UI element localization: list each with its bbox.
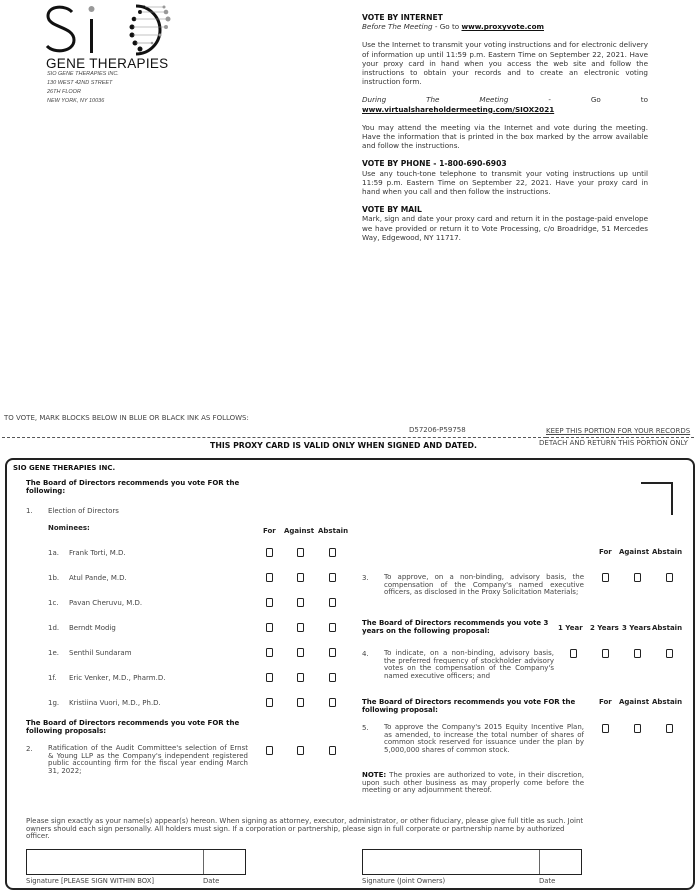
vote-abstain-checkbox[interactable] bbox=[666, 573, 673, 582]
vote-abstain-checkbox[interactable] bbox=[329, 573, 336, 582]
vote-abstain-checkbox[interactable] bbox=[329, 648, 336, 657]
vote-against-checkbox[interactable] bbox=[297, 623, 304, 632]
vote-for-checkbox[interactable] bbox=[602, 573, 609, 582]
vote-against-checkbox[interactable] bbox=[634, 573, 641, 582]
vote-phone-heading: VOTE BY PHONE - 1-800-690-6903 bbox=[362, 159, 507, 169]
proposal-5-text: To approve the Company's 2015 Equity Incentive Plan, as amended, to increase the total number of shares of common stock reserved for issuance under the plan by 5,000,000 shares of common stock. bbox=[384, 723, 584, 754]
item-number: 3. bbox=[362, 574, 369, 582]
vote-against-checkbox[interactable] bbox=[297, 598, 304, 607]
internet-during-text: You may attend the meeting via the Internet and vote during the meeting. Have the information that is printed in the box marked by the arrow available and follow the instructions. bbox=[362, 122, 648, 151]
detach-line bbox=[546, 437, 694, 438]
vote-for-checkbox[interactable] bbox=[266, 623, 273, 632]
vote-for-checkbox[interactable] bbox=[266, 648, 273, 657]
column-abstain: Abstain bbox=[318, 527, 349, 535]
address-line: NEW YORK, NY 10036 bbox=[47, 98, 105, 104]
proposal-4-text: To indicate, on a non-binding, advisory basis, the preferred frequency of stockholder advisory votes on the compensation of the Company's named executive officers; and bbox=[384, 649, 554, 680]
arrow-corner-mark bbox=[641, 482, 673, 515]
column-for: For bbox=[599, 698, 612, 706]
vote-against-checkbox[interactable] bbox=[297, 573, 304, 582]
nominee-name: Kristiina Vuori, M.D., Ph.D. bbox=[69, 699, 161, 707]
nominee-name: Pavan Cheruvu, M.D. bbox=[69, 599, 143, 607]
vote-for-checkbox[interactable] bbox=[266, 673, 273, 682]
mail-text: Mark, sign and date your proxy card and return it in the postage-paid envelope we have provided or return it to Vote Processing, c/o Broadridge, 51 Mercedes Way, Edgewood, NY 11717. bbox=[362, 214, 648, 242]
nominee-id: 1c. bbox=[48, 599, 59, 607]
vote-mail-heading: VOTE BY MAIL bbox=[362, 205, 422, 215]
vote-abstain-checkbox[interactable] bbox=[666, 649, 673, 658]
vote-for-checkbox[interactable] bbox=[602, 724, 609, 733]
vote-against-checkbox[interactable] bbox=[297, 698, 304, 707]
valid-notice: THIS PROXY CARD IS VALID ONLY WHEN SIGNED AND DATED. bbox=[210, 441, 477, 450]
column-1-year: 1 Year bbox=[558, 624, 583, 632]
control-code: D57206-P59758 bbox=[409, 426, 466, 434]
before-meeting-label: Before The Meeting bbox=[362, 22, 433, 32]
date-box[interactable] bbox=[203, 850, 245, 874]
vote-abstain-checkbox[interactable] bbox=[666, 724, 673, 733]
vote-1-year-checkbox[interactable] bbox=[570, 649, 577, 658]
nominee-name: Atul Pande, M.D. bbox=[69, 574, 127, 582]
vote-abstain-checkbox[interactable] bbox=[329, 598, 336, 607]
nominee-name: Berndt Modig bbox=[69, 624, 116, 632]
vote-abstain-checkbox[interactable] bbox=[329, 698, 336, 707]
item-number: 2. bbox=[26, 745, 33, 753]
nominee-name: Senthil Sundaram bbox=[69, 649, 132, 657]
voting-instructions bbox=[362, 13, 648, 251]
proposal-2-text: Ratification of the Audit Committee's selection of Ernst & Young LLP as the Company's independent registered public accounting firm for the fiscal year ending March 31, 2022; bbox=[48, 744, 248, 775]
vote-internet-heading: VOTE BY INTERNET bbox=[362, 13, 443, 22]
logo-subtitle: GENE THERAPIES bbox=[46, 56, 169, 71]
vote-3-years-checkbox[interactable] bbox=[634, 649, 641, 658]
vote-for-checkbox[interactable] bbox=[266, 548, 273, 557]
phone-text: Use any touch-tone telephone to transmit your voting instructions up until 11:59 p.m. Eastern Time on September 22, 2021. Have your proxy card in hand when you call and then follow the instructions. bbox=[362, 168, 648, 197]
company-logo bbox=[44, 2, 174, 58]
note-body: The proxies are authorized to vote, in their discretion, upon such other business as may properly come before the meeting or any adjournment thereof. bbox=[362, 771, 584, 795]
item-label: Election of Directors bbox=[48, 507, 119, 515]
proxyvote-link[interactable]: www.proxyvote.com bbox=[461, 22, 544, 32]
item-number: 1. bbox=[26, 507, 33, 515]
nominee-id: 1f. bbox=[48, 674, 57, 682]
proposal-3-text: To approve, on a non-binding, advisory basis, the compensation of the Company's named executive officers, as disclosed in the Proxy Solicitation Materials; bbox=[384, 573, 584, 597]
nominees-label: Nominees: bbox=[48, 524, 90, 532]
column-against: Against bbox=[619, 698, 650, 706]
company-address bbox=[47, 70, 119, 106]
joint-signature-label: Signature (Joint Owners) bbox=[362, 877, 446, 885]
nominee-id: 1e. bbox=[48, 649, 59, 657]
date-label: Date bbox=[203, 877, 220, 885]
vote-against-checkbox[interactable] bbox=[634, 724, 641, 733]
board-recommendation-2: The Board of Directors recommends you vote FOR the following proposals: bbox=[26, 719, 240, 735]
note-label: NOTE: bbox=[362, 771, 387, 779]
signature-label: Signature [PLEASE SIGN WITHIN BOX] bbox=[26, 877, 155, 885]
board-recommendation-3: The Board of Directors recommends you vote 3 years on the following proposal: bbox=[362, 619, 549, 635]
vote-2-years-checkbox[interactable] bbox=[602, 649, 609, 658]
board-recommendation-1: The Board of Directors recommends you vote FOR the following: bbox=[26, 479, 240, 495]
vote-for-checkbox[interactable] bbox=[266, 573, 273, 582]
goto-text: - Go to bbox=[508, 95, 648, 105]
nominee-id: 1a. bbox=[48, 549, 59, 557]
proxy-card bbox=[5, 458, 695, 890]
note-text bbox=[362, 772, 584, 795]
vote-against-checkbox[interactable] bbox=[297, 548, 304, 557]
detach-line bbox=[2, 437, 546, 438]
address-line: 130 WEST 42ND STREET bbox=[47, 80, 113, 86]
item-number: 4. bbox=[362, 650, 369, 658]
column-against: Against bbox=[619, 548, 650, 556]
joint-signature-box[interactable] bbox=[362, 849, 582, 875]
vote-against-checkbox[interactable] bbox=[297, 648, 304, 657]
column-abstain: Abstain bbox=[652, 548, 683, 556]
goto-text: - Go to bbox=[432, 22, 462, 32]
vote-for-checkbox[interactable] bbox=[266, 598, 273, 607]
board-recommendation-4: The Board of Directors recommends you vote FOR the following proposal: bbox=[362, 698, 576, 714]
vote-abstain-checkbox[interactable] bbox=[329, 673, 336, 682]
vote-against-checkbox[interactable] bbox=[297, 746, 304, 755]
vote-against-checkbox[interactable] bbox=[297, 673, 304, 682]
virtual-meeting-link[interactable]: www.virtualshareholdermeeting.com/SIOX2021 bbox=[362, 104, 555, 114]
column-2-years: 2 Years bbox=[590, 624, 619, 632]
during-meeting-label: During The Meeting bbox=[362, 95, 509, 105]
column-for: For bbox=[263, 527, 276, 535]
vote-abstain-checkbox[interactable] bbox=[329, 623, 336, 632]
vote-for-checkbox[interactable] bbox=[266, 698, 273, 707]
sio-logo-icon bbox=[44, 2, 174, 58]
mark-instruction: TO VOTE, MARK BLOCKS BELOW IN BLUE OR BLACK INK AS FOLLOWS: bbox=[4, 414, 249, 422]
column-3-years: 3 Years bbox=[622, 624, 651, 632]
column-against: Against bbox=[284, 527, 315, 535]
card-company-name: SIO GENE THERAPIES INC. bbox=[13, 464, 116, 472]
internet-before-text: Use the Internet to transmit your voting instructions and for electronic delivery of information up until 11:59 p.m. Eastern Time on September 22, 2021. Have your proxy card in hand when you access the web site and follow the instructions to obtain your records and to create an electronic voting instruction form. bbox=[362, 40, 648, 87]
return-portion-label: DETACH AND RETURN THIS PORTION ONLY bbox=[539, 439, 688, 447]
address-line: 26TH FLOOR bbox=[47, 89, 81, 95]
nominee-name: Frank Torti, M.D. bbox=[69, 549, 126, 557]
signature-box[interactable] bbox=[26, 849, 246, 875]
column-abstain: Abstain bbox=[652, 624, 683, 632]
keep-portion-label: KEEP THIS PORTION FOR YOUR RECORDS bbox=[546, 427, 691, 435]
column-for: For bbox=[599, 548, 612, 556]
date-box[interactable] bbox=[539, 850, 581, 874]
nominee-name: Eric Venker, M.D., Pharm.D. bbox=[69, 674, 166, 682]
vote-for-checkbox[interactable] bbox=[266, 746, 273, 755]
nominee-id: 1b. bbox=[48, 574, 60, 582]
column-abstain: Abstain bbox=[652, 698, 683, 706]
date-label: Date bbox=[539, 877, 556, 885]
nominee-id: 1g. bbox=[48, 699, 60, 707]
address-line: SIO GENE THERAPIES INC. bbox=[47, 71, 119, 77]
nominee-id: 1d. bbox=[48, 624, 60, 632]
vote-abstain-checkbox[interactable] bbox=[329, 746, 336, 755]
vote-abstain-checkbox[interactable] bbox=[329, 548, 336, 557]
sign-instructions: Please sign exactly as your name(s) appear(s) hereon. When signing as attorney, executor, administrator, or other fiduciary, please give full title as such. Joint owners should each sign personally. All holders must sign. If a corporation or partnership, please sign in full corporate or partnership name by authorized officer. bbox=[26, 817, 584, 841]
item-number: 5. bbox=[362, 724, 369, 732]
